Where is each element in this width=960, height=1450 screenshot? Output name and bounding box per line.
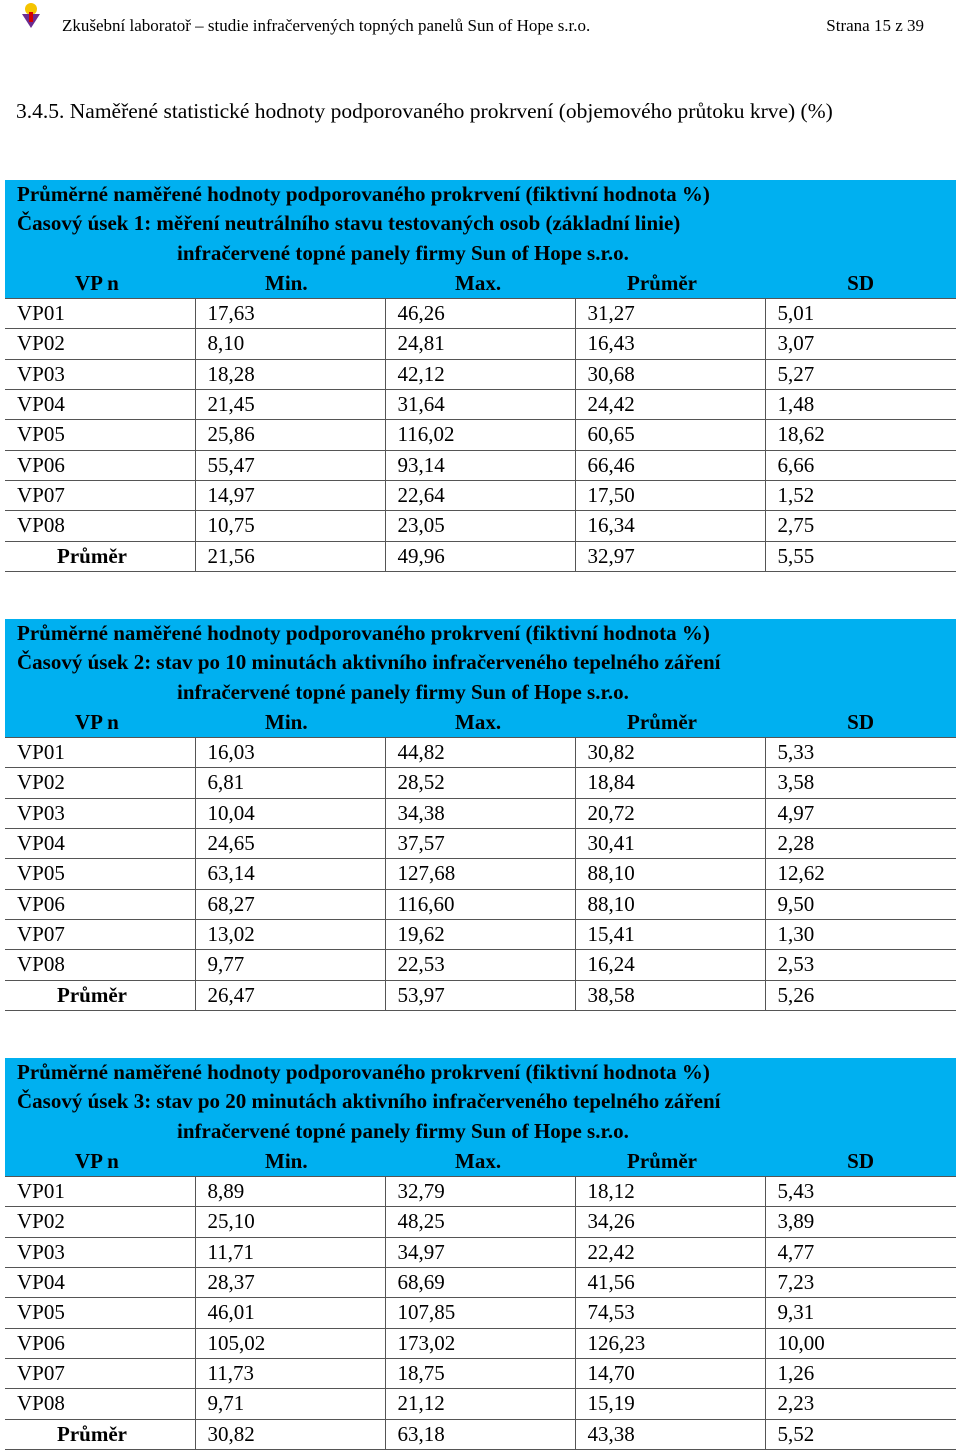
table-cell: 127,68 xyxy=(385,859,575,889)
table-cell: 12,62 xyxy=(765,859,956,889)
table-cell: 5,27 xyxy=(765,359,956,389)
table-cell: 93,14 xyxy=(385,450,575,480)
table-cell: 14,97 xyxy=(195,480,385,510)
table-cell: 21,12 xyxy=(385,1389,575,1419)
table-cell: 173,02 xyxy=(385,1328,575,1358)
block-title-line: infračervené topné panely firmy Sun of Hope s.r.o. xyxy=(177,679,629,704)
table-cell: Průměr xyxy=(5,1419,195,1449)
table-cell: 63,14 xyxy=(195,859,385,889)
column-header: Průměr xyxy=(575,269,765,299)
table-header-row xyxy=(5,1147,956,1177)
table-cell: 11,71 xyxy=(195,1237,385,1267)
data-block-1 xyxy=(5,180,956,572)
table-cell: 19,62 xyxy=(385,919,575,949)
table-row xyxy=(5,738,956,768)
average-row xyxy=(5,980,956,1010)
table-cell: 17,50 xyxy=(575,480,765,510)
table-row xyxy=(5,1177,956,1207)
values-table xyxy=(5,708,956,1011)
table-cell: 3,58 xyxy=(765,768,956,798)
table-cell: 23,05 xyxy=(385,511,575,541)
table-row xyxy=(5,480,956,510)
block-title xyxy=(5,619,956,708)
table-row xyxy=(5,829,956,859)
table-cell: 68,69 xyxy=(385,1268,575,1298)
table-cell: 18,84 xyxy=(575,768,765,798)
table-cell: 30,68 xyxy=(575,359,765,389)
table-cell: 5,52 xyxy=(765,1419,956,1449)
company-logo-icon xyxy=(18,2,44,30)
block-title-line: Průměrné naměřené hodnoty podporovaného prokrvení (fiktivní hodnota %) xyxy=(17,621,710,645)
table-cell: 21,56 xyxy=(195,541,385,571)
table-row xyxy=(5,768,956,798)
table-cell: 25,10 xyxy=(195,1207,385,1237)
table-cell: 68,27 xyxy=(195,889,385,919)
table-cell: 74,53 xyxy=(575,1298,765,1328)
table-cell: 60,65 xyxy=(575,420,765,450)
table-cell: VP03 xyxy=(5,798,195,828)
table-cell: VP07 xyxy=(5,480,195,510)
column-header: VP n xyxy=(5,708,195,738)
table-cell: 48,25 xyxy=(385,1207,575,1237)
table-cell: 46,26 xyxy=(385,299,575,329)
table-cell: VP07 xyxy=(5,1358,195,1388)
table-cell: 7,23 xyxy=(765,1268,956,1298)
table-cell: 14,70 xyxy=(575,1358,765,1388)
table-cell: 25,86 xyxy=(195,420,385,450)
table-cell: 55,47 xyxy=(195,450,385,480)
table-cell: 34,97 xyxy=(385,1237,575,1267)
table-cell: 15,41 xyxy=(575,919,765,949)
table-cell: 44,82 xyxy=(385,738,575,768)
table-row xyxy=(5,1389,956,1419)
table-cell: 3,89 xyxy=(765,1207,956,1237)
table-cell: 34,26 xyxy=(575,1207,765,1237)
table-row xyxy=(5,359,956,389)
table-cell: 10,00 xyxy=(765,1328,956,1358)
table-cell: 28,52 xyxy=(385,768,575,798)
column-header: Min. xyxy=(195,708,385,738)
table-cell: VP02 xyxy=(5,768,195,798)
table-cell: 5,26 xyxy=(765,980,956,1010)
table-cell: VP06 xyxy=(5,889,195,919)
table-cell: 5,55 xyxy=(765,541,956,571)
column-header: Max. xyxy=(385,269,575,299)
block-title-line: Časový úsek 3: stav po 20 minutách aktivního infračerveného tepelného záření xyxy=(17,1089,721,1114)
table-cell: 30,41 xyxy=(575,829,765,859)
table-cell: 1,26 xyxy=(765,1358,956,1388)
table-cell: 16,03 xyxy=(195,738,385,768)
table-cell: 37,57 xyxy=(385,829,575,859)
table-cell: VP01 xyxy=(5,299,195,329)
table-cell: VP08 xyxy=(5,1389,195,1419)
table-row xyxy=(5,798,956,828)
table-cell: 24,65 xyxy=(195,829,385,859)
table-cell: 49,96 xyxy=(385,541,575,571)
table-cell: 4,77 xyxy=(765,1237,956,1267)
table-cell: 24,42 xyxy=(575,390,765,420)
table-row xyxy=(5,919,956,949)
table-cell: VP02 xyxy=(5,329,195,359)
table-row xyxy=(5,390,956,420)
table-cell: 10,75 xyxy=(195,511,385,541)
table-cell: VP04 xyxy=(5,1268,195,1298)
table-cell: 116,02 xyxy=(385,420,575,450)
header-title: Zkušební laboratoř – studie infračervených topných panelů Sun of Hope s.r.o. xyxy=(62,16,591,35)
table-cell: 31,64 xyxy=(385,390,575,420)
block-title xyxy=(5,180,956,269)
table-cell: 53,97 xyxy=(385,980,575,1010)
values-table xyxy=(5,1147,956,1450)
table-cell: 32,97 xyxy=(575,541,765,571)
table-cell: 15,19 xyxy=(575,1389,765,1419)
table-cell: 8,10 xyxy=(195,329,385,359)
table-cell: Průměr xyxy=(5,541,195,571)
table-cell: 16,43 xyxy=(575,329,765,359)
table-cell: 43,38 xyxy=(575,1419,765,1449)
table-row xyxy=(5,1237,956,1267)
table-cell: 10,04 xyxy=(195,798,385,828)
table-cell: 6,66 xyxy=(765,450,956,480)
table-cell: 42,12 xyxy=(385,359,575,389)
table-row xyxy=(5,450,956,480)
table-cell: VP05 xyxy=(5,859,195,889)
table-row xyxy=(5,1268,956,1298)
table-cell: 16,34 xyxy=(575,511,765,541)
table-cell: 18,62 xyxy=(765,420,956,450)
table-row xyxy=(5,329,956,359)
column-header: SD xyxy=(765,708,956,738)
column-header: Průměr xyxy=(575,1147,765,1177)
table-cell: 18,12 xyxy=(575,1177,765,1207)
table-cell: VP05 xyxy=(5,1298,195,1328)
column-header: Max. xyxy=(385,708,575,738)
table-cell: VP07 xyxy=(5,919,195,949)
table-cell: 88,10 xyxy=(575,889,765,919)
block-title-line: Průměrné naměřené hodnoty podporovaného prokrvení (fiktivní hodnota %) xyxy=(17,1060,710,1084)
table-cell: 1,52 xyxy=(765,480,956,510)
table-cell: VP03 xyxy=(5,1237,195,1267)
page-number: Strana 15 z 39 xyxy=(826,16,924,35)
block-title-line: Časový úsek 2: stav po 10 minutách aktivního infračerveného tepelného záření xyxy=(17,650,721,675)
table-cell: 20,72 xyxy=(575,798,765,828)
block-title-line: infračervené topné panely firmy Sun of Hope s.r.o. xyxy=(177,240,629,265)
table-row xyxy=(5,511,956,541)
table-row xyxy=(5,889,956,919)
table-cell: 1,30 xyxy=(765,919,956,949)
table-cell: 88,10 xyxy=(575,859,765,889)
table-row xyxy=(5,1298,956,1328)
table-cell: 126,23 xyxy=(575,1328,765,1358)
table-cell: 107,85 xyxy=(385,1298,575,1328)
table-cell: 8,89 xyxy=(195,1177,385,1207)
table-cell: 6,81 xyxy=(195,768,385,798)
table-cell: 21,45 xyxy=(195,390,385,420)
column-header: SD xyxy=(765,1147,956,1177)
table-cell: 38,58 xyxy=(575,980,765,1010)
table-cell: 2,53 xyxy=(765,950,956,980)
table-cell: 9,77 xyxy=(195,950,385,980)
column-header: VP n xyxy=(5,1147,195,1177)
table-cell: 1,48 xyxy=(765,390,956,420)
table-cell: VP04 xyxy=(5,829,195,859)
table-cell: VP06 xyxy=(5,450,195,480)
table-row xyxy=(5,1207,956,1237)
table-cell: 9,71 xyxy=(195,1389,385,1419)
section-heading: 3.4.5. Naměřené statistické hodnoty podporovaného prokrvení (objemového průtoku krve) (%) xyxy=(16,99,833,123)
table-cell: VP03 xyxy=(5,359,195,389)
table-header-row xyxy=(5,708,956,738)
table-cell: 17,63 xyxy=(195,299,385,329)
table-cell: 34,38 xyxy=(385,798,575,828)
table-cell: 30,82 xyxy=(575,738,765,768)
column-header: SD xyxy=(765,269,956,299)
table-cell: 5,01 xyxy=(765,299,956,329)
table-cell: 3,07 xyxy=(765,329,956,359)
column-header: Min. xyxy=(195,1147,385,1177)
table-cell: 11,73 xyxy=(195,1358,385,1388)
table-cell: 46,01 xyxy=(195,1298,385,1328)
table-cell: 41,56 xyxy=(575,1268,765,1298)
column-header: Průměr xyxy=(575,708,765,738)
column-header: VP n xyxy=(5,269,195,299)
table-cell: 24,81 xyxy=(385,329,575,359)
table-row xyxy=(5,950,956,980)
table-row xyxy=(5,1328,956,1358)
table-cell: 9,50 xyxy=(765,889,956,919)
data-block-2 xyxy=(5,619,956,1011)
table-cell: 2,28 xyxy=(765,829,956,859)
table-cell: 2,75 xyxy=(765,511,956,541)
average-row xyxy=(5,541,956,571)
block-title-line: infračervené topné panely firmy Sun of Hope s.r.o. xyxy=(177,1118,629,1143)
table-cell: VP08 xyxy=(5,950,195,980)
table-cell: 16,24 xyxy=(575,950,765,980)
table-cell: VP01 xyxy=(5,738,195,768)
table-cell: 13,02 xyxy=(195,919,385,949)
column-header: Max. xyxy=(385,1147,575,1177)
table-cell: 31,27 xyxy=(575,299,765,329)
table-cell: 18,75 xyxy=(385,1358,575,1388)
table-row xyxy=(5,299,956,329)
table-cell: 9,31 xyxy=(765,1298,956,1328)
table-cell: 18,28 xyxy=(195,359,385,389)
table-cell: VP05 xyxy=(5,420,195,450)
block-title-line: Průměrné naměřené hodnoty podporovaného prokrvení (fiktivní hodnota %) xyxy=(17,182,710,206)
table-cell: 2,23 xyxy=(765,1389,956,1419)
table-cell: 105,02 xyxy=(195,1328,385,1358)
page-header xyxy=(0,0,960,52)
table-cell: Průměr xyxy=(5,980,195,1010)
table-cell: 22,64 xyxy=(385,480,575,510)
table-cell: 32,79 xyxy=(385,1177,575,1207)
table-cell: 26,47 xyxy=(195,980,385,1010)
table-cell: 22,53 xyxy=(385,950,575,980)
table-header-row xyxy=(5,269,956,299)
table-row xyxy=(5,859,956,889)
table-cell: 63,18 xyxy=(385,1419,575,1449)
table-cell: 22,42 xyxy=(575,1237,765,1267)
table-row xyxy=(5,1358,956,1388)
table-cell: 66,46 xyxy=(575,450,765,480)
table-cell: VP04 xyxy=(5,390,195,420)
data-block-3 xyxy=(5,1058,956,1450)
table-cell: 5,43 xyxy=(765,1177,956,1207)
column-header: Min. xyxy=(195,269,385,299)
table-cell: 5,33 xyxy=(765,738,956,768)
table-cell: VP08 xyxy=(5,511,195,541)
table-cell: VP02 xyxy=(5,1207,195,1237)
table-cell: 116,60 xyxy=(385,889,575,919)
table-row xyxy=(5,420,956,450)
table-cell: 4,97 xyxy=(765,798,956,828)
table-cell: VP01 xyxy=(5,1177,195,1207)
block-title xyxy=(5,1058,956,1147)
table-cell: 28,37 xyxy=(195,1268,385,1298)
values-table xyxy=(5,269,956,572)
table-cell: 30,82 xyxy=(195,1419,385,1449)
table-cell: VP06 xyxy=(5,1328,195,1358)
block-title-line: Časový úsek 1: měření neutrálního stavu testovaných osob (základní linie) xyxy=(17,211,681,236)
